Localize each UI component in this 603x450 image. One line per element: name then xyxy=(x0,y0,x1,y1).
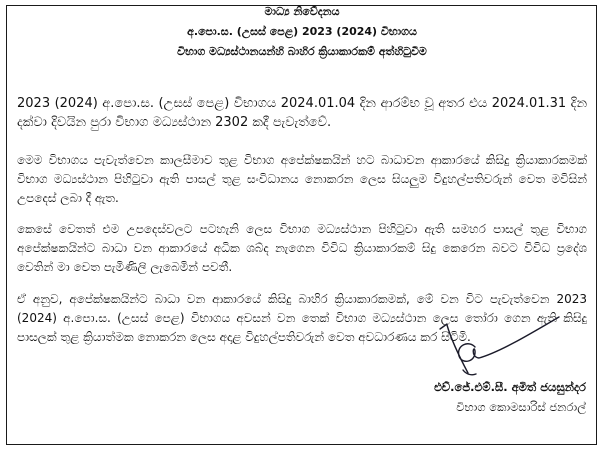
notice-subject: විභාග මධ්‍යස්ථානයන්හි බාහිර ක්‍රියාකාරකම් අත්හිටුවීම xyxy=(177,45,427,58)
media-release-label: මාධ්‍ය නිවේදනය xyxy=(264,5,340,18)
paragraph-instructions-given: මෙම විභාගය පැවැත්වෙන කාලසීමාව තුළ විභාග අපේක්ෂකයින් හට බාධාවන ආකාරයේ කිසිදු ක්‍රියාකාරකමක් විභාග මධ්‍යස්ථාන පිහිටුවා ඇති පාසල් තුළ සංවිධානය නොකරන ලෙස සියලුම විදුහල්පතිවරුන් වෙත මවිසින් උපදෙස් ලබා දී ඇත. xyxy=(17,153,587,205)
paragraph-exam-schedule: 2023 (2024) අ.පො.ස. (උසස් පෙළ) විභාගය 2024.01.04 දින ආරම්භ වූ අතර එය 2024.01.31 දින දක්වා දිවයින පුරා විභාග මධ්‍යස්ථාන 2302 කදී පැවැත්වේ. xyxy=(17,96,587,130)
handwritten-signature xyxy=(430,312,565,384)
paragraph-directive: ඒ අනුව, අපේක්ෂකයින්ට බාධා වන ආකාරයේ කිසිදු බාහිර ක්‍රියාකාරකමක්, මේ වන විට පැවැත්වෙන 2023 (2024) අ.පො.ස. (උසස් පෙළ) විභාගය අවසන් වන තෙක් විභාග මධ්‍යස්ථාන ලෙස තෝරා ගෙන ඇති කිසිදු පාසලක් තුළ ක්‍රියාත්මක නොකරන ලෙස අදාළ විදුහල්පතිවරුන් වෙත අවධාරණය කර සිටිමි. xyxy=(17,292,587,344)
exam-title: අ.පො.ස. (උසස් පෙළ) 2023 (2024) විභාගය xyxy=(187,25,417,38)
signatory-title: විභාග කොමසාරිස් ජනරාල් xyxy=(456,400,586,414)
document-body xyxy=(17,94,587,347)
signatory-name: එච්.ජේ.එම්.සී. අමිත් ජයසුන්දර xyxy=(434,380,586,394)
document-header xyxy=(17,2,587,62)
paragraph-complaints-received: කෙසේ වෙතත් එම උපදෙස්වලට පටහැනි ලෙස විභාග මධ්‍යස්ථාන පිහිටුවා ඇති සමහර පාසල් තුළ විභාග අපේක්ෂකයින්ට බාධා වන ආකාරයේ අධික ශබ්ද නැගෙන විවිධ ක්‍රියාකාරකම් සිදු කෙරෙන බවට විවිධ ප්‍රදේශ වෙතින් මා වෙත පැමිණිලි ලැබෙමින් පවතී. xyxy=(17,222,587,274)
signatory-block xyxy=(386,377,586,417)
